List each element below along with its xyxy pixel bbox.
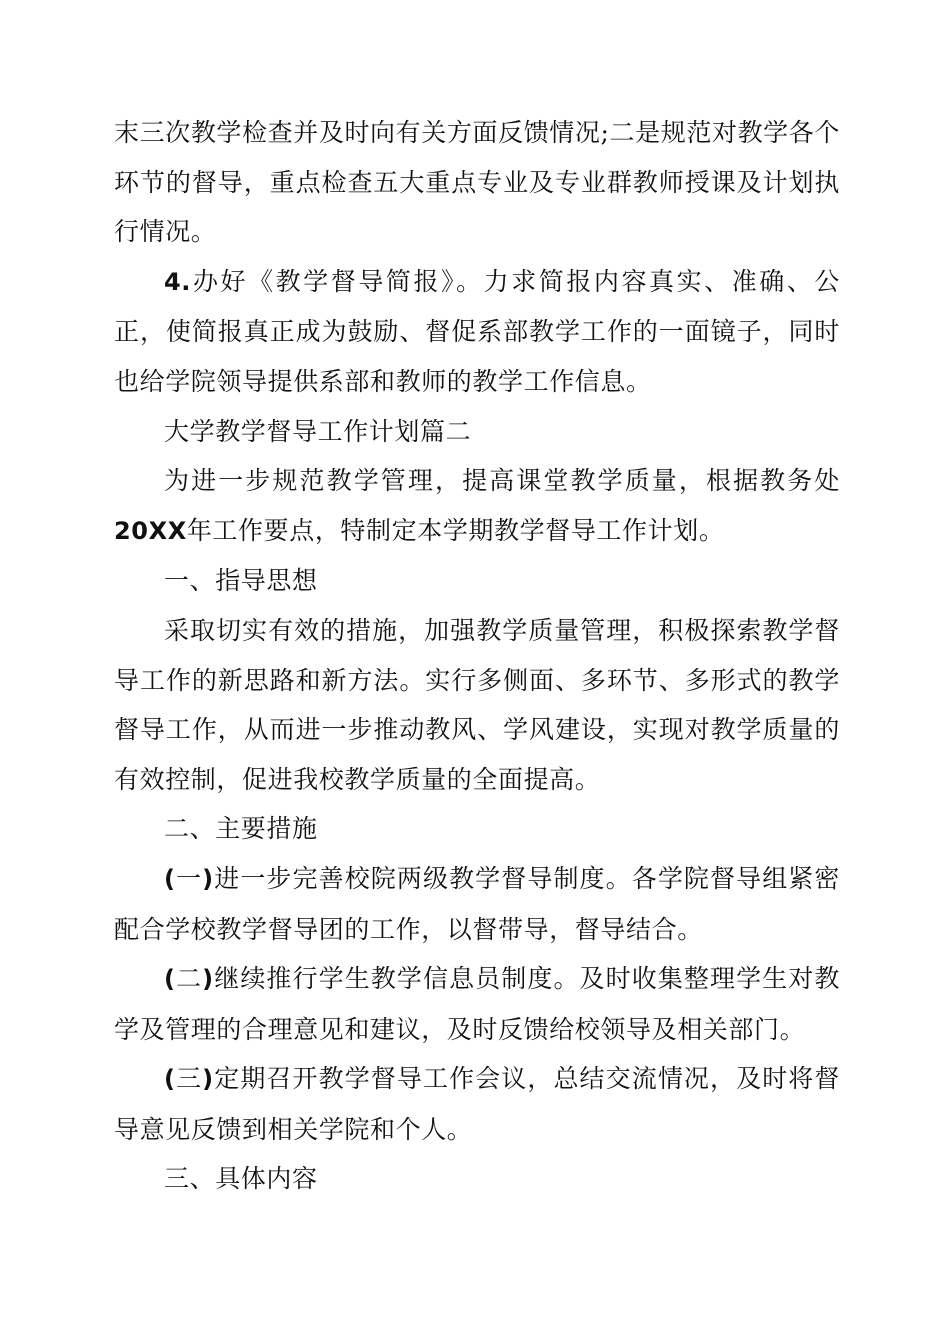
section-title <box>114 407 840 457</box>
item-label: 一 <box>175 863 203 893</box>
paragraph-guiding-thought <box>114 606 840 804</box>
paragraph-text-before: 为进一步规范教学管理，提高课堂教学质量，根据教务处 <box>164 466 840 496</box>
paragraph-text: 办好《教学督导简报》。力求简报内容真实、准确、公正，使简报真正成为鼓励、督促系部教学工作的一面镜子，同时也给学院领导提供系部和教师的教学工作信息。 <box>114 266 840 396</box>
paragraph-measure-1 <box>114 854 840 954</box>
paragraph-measure-2 <box>114 954 840 1054</box>
item-number: 4. <box>164 267 192 296</box>
heading-specific-content <box>114 1154 840 1204</box>
paragraph-text: 年工作要点，特制定本学期教学督导工作计划。 <box>186 515 725 545</box>
heading-text: 一、指导思想 <box>164 566 318 596</box>
year-placeholder: 20XX <box>114 516 187 545</box>
paragraph-text: 定期召开教学督导工作会议，总结交流情况，及时将督导意见反馈到相关学院和个人。 <box>114 1064 840 1144</box>
paragraph-continuation <box>114 108 840 257</box>
heading-text: 二、主要措施 <box>164 814 318 844</box>
paragraph-measure-3 <box>114 1054 840 1154</box>
item-open-paren: ( <box>164 864 176 893</box>
heading-guiding-thought <box>114 556 840 606</box>
paragraph-text: 继续推行学生教学信息员制度。及时收集整理学生对教学及管理的合理意见和建议，及时反馈给校领导及相关部门。 <box>114 964 840 1044</box>
item-close-paren: ) <box>202 864 214 893</box>
heading-text: 三、具体内容 <box>164 1164 318 1194</box>
item-close-paren: ) <box>202 1065 214 1094</box>
document-body <box>114 108 840 1204</box>
item-close-paren: ) <box>202 965 214 994</box>
item-open-paren: ( <box>164 1065 176 1094</box>
paragraph-intro <box>114 456 840 556</box>
section-title-text: 大学教学督导工作计划篇二 <box>164 416 472 446</box>
paragraph-text: 采取切实有效的措施，加强教学质量管理，积极探索教学督导工作的新思路和新方法。实行多侧面、多环节、多形式的教学督导工作，从而进一步推动教风、学风建设，实现对教学质量的有效控制，促进我校教学质量的全面提高。 <box>114 615 840 794</box>
paragraph-text: 进一步完善校院两级教学督导制度。各学院督导组紧密配合学校教学督导团的工作，以督带导，督导结合。 <box>114 863 840 944</box>
heading-main-measures <box>114 804 840 854</box>
item-label: 三 <box>175 1064 203 1094</box>
item-label: 二 <box>175 964 203 994</box>
paragraph-text: 末三次教学检查并及时向有关方面反馈情况;二是规范对教学各个环节的督导，重点检查五大重点专业及专业群教师授课及计划执行情况。 <box>114 118 840 247</box>
paragraph-item-4 <box>114 257 840 407</box>
item-open-paren: ( <box>164 965 176 994</box>
